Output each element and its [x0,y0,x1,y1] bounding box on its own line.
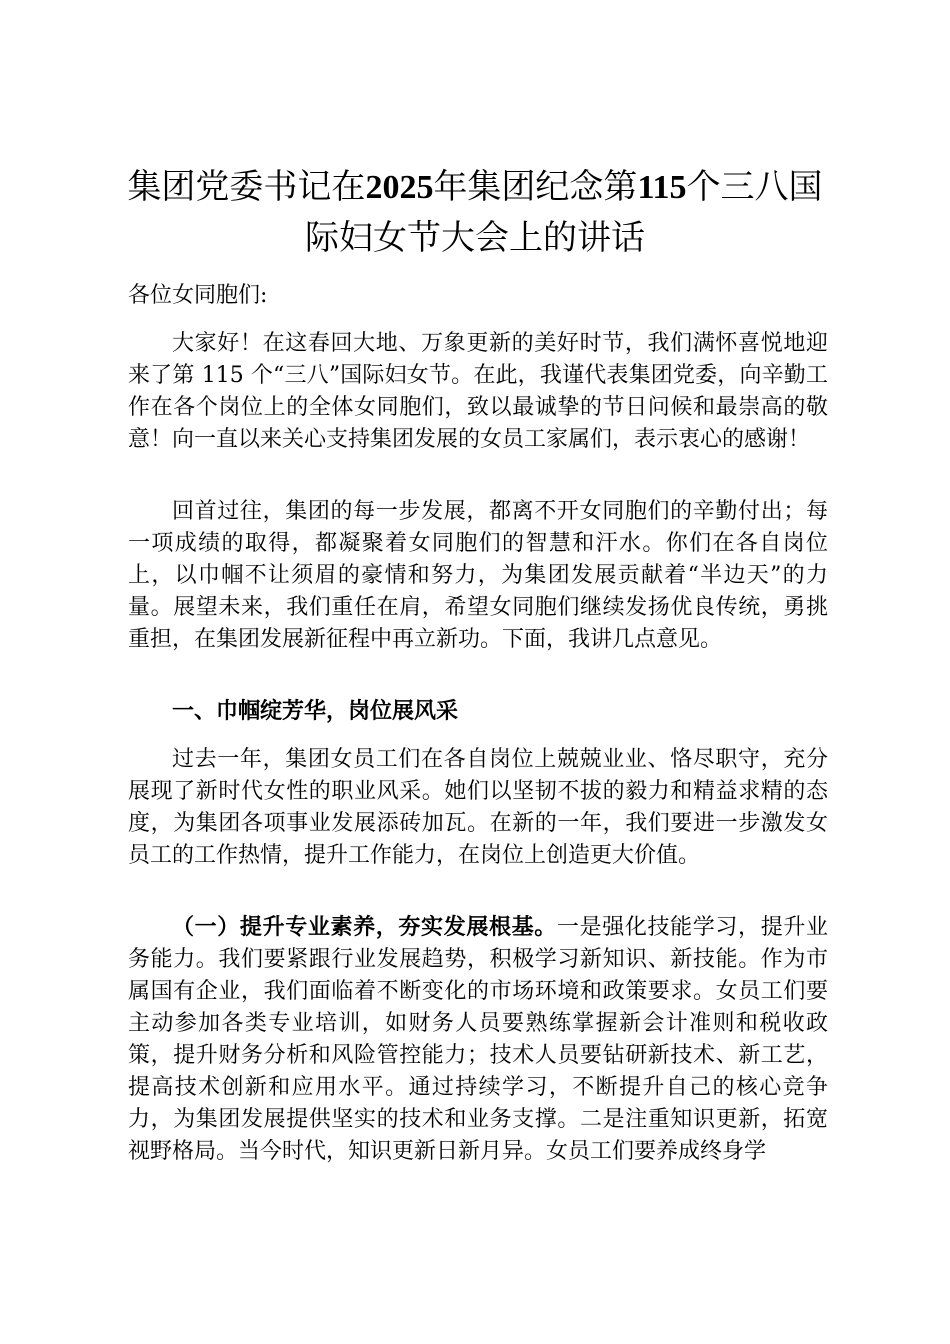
subsection-lead: （一）提升专业素养，夯实发展根基。 [172,915,557,940]
salutation: 各位女同胞们: [128,283,268,308]
subsection-body: 一是强化技能学习，提升业务能力。我们要紧跟行业发展趋势，积极学习新知识、新技能。作为市属国有企业，我们面临着不断变化的市场环境和政策要求。女员工们要主动参加各类专业培训，如财务人员要熟练掌握新会计准则和税收政策，提升财务分析和风险管控能力；技术人员要钻研新技术、新工艺，提高技术创新和应用水平。通过持续学习，不断提升自己的核心竞争力，为集团发展提供坚实的技术和业务支撑。二是注重知识更新，拓宽视野格局。当今时代，知识更新日新月异。女员工们要养成终身学 [128,915,828,1164]
title-text-part2: 年集团纪念第 [433,167,638,207]
title-year: 2025 [365,169,434,206]
section-heading-1: 一、巾帼绽芳华，岗位展风采 [172,699,459,724]
title-text-part3: 个三八国际妇女节大会上的讲话 [305,167,823,258]
title-number: 115 [637,169,687,206]
paragraph-greeting: 大家好！在这春回大地、万象更新的美好时节，我们满怀喜悦地迎来了第 115 个“三八”国际妇女节。在此，我谨代表集团党委，向辛勤工作在各个岗位上的全体女同胞们，致以最诚挚的节日问候和最崇高的敬意！向一直以来关心支持集团发展的女员工家属们，表示衷心的感谢！ [128,331,828,452]
title-text-part1: 集团党委书记在 [127,167,366,207]
paragraph-review: 回首过往，集团的每一步发展，都离不开女同胞们的辛勤付出；每一项成绩的取得，都凝聚着女同胞们的智慧和汗水。你们在各自岗位上，以巾帼不让须眉的豪情和努力，为集团发展贡献着“半边天”的力量。展望未来，我们重任在肩，希望女同胞们继续发扬优良传统，勇挑重担，在集团发展新征程中再立新功。下面，我讲几点意见。 [128,499,828,652]
document-title [120,162,830,263]
paragraph-subsection1 [128,912,828,1168]
paragraph-section1-intro: 过去一年，集团女员工们在各自岗位上兢兢业业、恪尽职守，充分展现了新时代女性的职业风采。她们以坚韧不拔的毅力和精益求精的态度，为集团各项事业发展添砖加瓦。在新的一年，我们要进一步激发女员工的工作热情，提升工作能力，在岗位上创造更大价值。 [128,747,828,868]
